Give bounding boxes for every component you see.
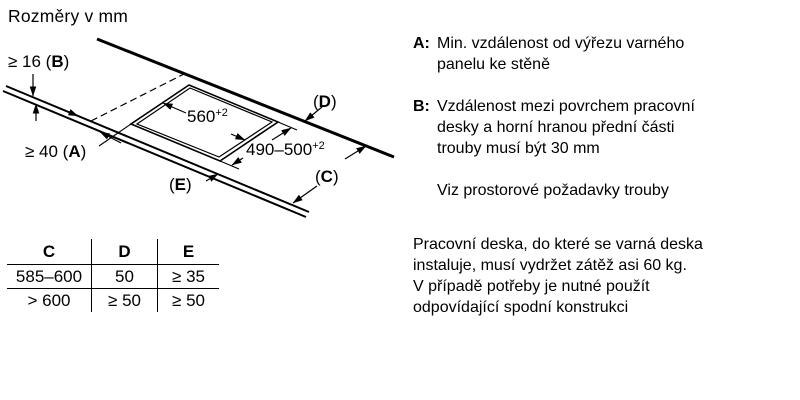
- note-line: panelu ke stěně: [437, 56, 550, 73]
- front-distance-label: ≥ 40 (A): [25, 142, 87, 161]
- c-arrow-lower: [293, 186, 317, 203]
- note-oven-requirements: [413, 180, 795, 201]
- depth-dimension-arrow-upper: [272, 128, 291, 140]
- note-b: [413, 96, 795, 159]
- spec-table-header: [7, 239, 219, 265]
- note-line: V případě potřeby je nutné použít: [413, 278, 650, 295]
- table-cell: ≥ 50: [158, 289, 220, 313]
- note-line: Min. vzdálenost od výřezu varného: [437, 35, 685, 52]
- note-a: [413, 33, 795, 75]
- table-header-c: C: [7, 239, 92, 265]
- note-line: instaluje, musí vydržet zátěž asi 60 kg.: [413, 257, 687, 274]
- width-dimension-label: $560^{+2}$: [187, 107, 228, 126]
- depth-dimension-label: $490-500^{+2}$: [246, 140, 325, 159]
- note-a-label: A:: [413, 35, 430, 52]
- depth-dimension-arrow-lower: [232, 158, 243, 165]
- extension-line-right: [278, 122, 297, 130]
- c-label: (C): [315, 167, 339, 186]
- note-worktop-load: [413, 234, 795, 318]
- note-line: desky a horní hranou přední části: [437, 119, 675, 136]
- note-line: odpovídající spodní konstrukci: [413, 299, 629, 316]
- table-cell: > 600: [27, 290, 71, 310]
- note-b-label: B:: [413, 98, 430, 115]
- note-line: Pracovní deska, do které se varná deska: [413, 236, 703, 253]
- note-line: Vzdálenost mezi povrchem pracovní: [437, 98, 695, 115]
- table-cell: ≥ 35: [158, 265, 220, 289]
- note-line: trouby musí být 30 mm: [437, 140, 600, 157]
- table-header-d: D: [92, 239, 158, 265]
- note-line: Viz prostorové požadavky trouby: [437, 182, 669, 199]
- table-cell: ≥ 50: [92, 289, 158, 313]
- page-title: Rozměry v mm: [8, 6, 129, 26]
- installation-diagram: [0, 0, 400, 232]
- e-label: (E): [169, 175, 192, 194]
- table-cell: 585–600: [7, 265, 92, 289]
- table-header-e: E: [158, 239, 220, 265]
- width-dimension-arrow-right: [231, 134, 245, 140]
- width-dimension-arrow-left: [163, 103, 186, 113]
- spec-table: [7, 239, 219, 312]
- thickness-label: ≥ 16 (B): [8, 52, 70, 71]
- d-label: (D): [313, 92, 337, 111]
- note-a-text: [437, 33, 684, 75]
- c-arrow-upper: [345, 146, 366, 159]
- note-b-text: [437, 96, 695, 159]
- table-row: [7, 265, 219, 289]
- table-cell: 50: [92, 265, 158, 289]
- table-row: [7, 289, 219, 313]
